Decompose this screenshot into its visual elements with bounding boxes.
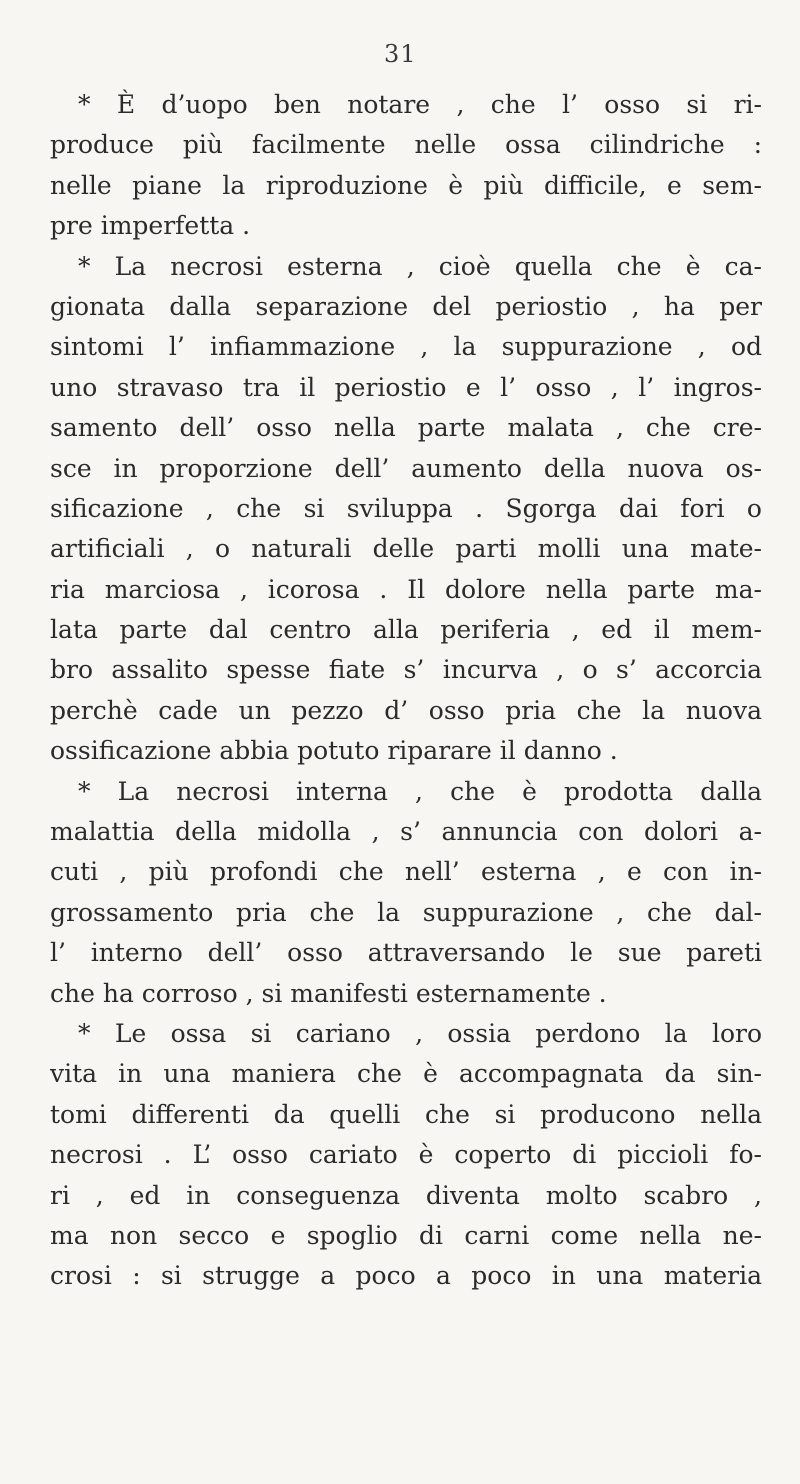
text-line: malattia della midolla , s’ annuncia con dolori a- xyxy=(50,817,762,847)
text-line: necrosi . L’ osso cariato è coperto di piccioli fo- xyxy=(50,1140,762,1170)
page-number: 31 xyxy=(384,40,417,68)
text-line: crosi : si strugge a poco a poco in una materia xyxy=(50,1261,762,1291)
text-line: sintomi l’ infiammazione , la suppurazione , od xyxy=(50,332,762,362)
text-line: l’ interno dell’ osso attraversando le sue pareti xyxy=(50,938,762,968)
text-line: * La necrosi interna , che è prodotta dalla xyxy=(78,776,762,806)
text-line: che ha corroso , si manifesti esternamente . xyxy=(50,978,607,1008)
text-line: ossificazione abbia potuto riparare il danno . xyxy=(50,736,618,766)
text-line: * La necrosi esterna , cioè quella che è ca- xyxy=(78,251,762,281)
text-line: * È d’uopo ben notare , che l’ osso si ri- xyxy=(78,90,762,119)
text-line: gionata dalla separazione del periostio , ha per xyxy=(50,291,762,321)
text-line: tomi differenti da quelli che si producono nella xyxy=(50,1099,762,1129)
text-line: ria marciosa , icorosa . Il dolore nella parte ma- xyxy=(50,574,762,604)
text-line: pre imperfetta . xyxy=(50,211,251,241)
text-line: lata parte dal centro alla periferia , ed il mem- xyxy=(50,615,762,645)
text-line: ri , ed in conseguenza diventa molto scabro , xyxy=(50,1180,762,1210)
text-line: sificazione , che si sviluppa . Sgorga dai fori o xyxy=(50,493,762,523)
text-line: perchè cade un pezzo d’ osso pria che la nuova xyxy=(50,695,762,725)
text-line: uno stravaso tra il periostio e l’ osso , l’ ingros- xyxy=(50,372,762,402)
text-line: bro assalito spesse fiate s’ incurva , o s’ accorcia xyxy=(50,655,762,685)
text-line: nelle piane la riproduzione è più difficile, e sem- xyxy=(50,170,762,200)
text-line: grossamento pria che la suppurazione , che dal- xyxy=(50,897,762,927)
text-line: ma non secco e spoglio di carni come nella ne- xyxy=(50,1220,762,1250)
text-line: * Le ossa si cariano , ossia perdono la loro xyxy=(78,1018,762,1048)
text-line: cuti , più profondi che nell’ esterna , e con in- xyxy=(50,857,762,887)
text-line: vita in una maniera che è accompagnata da sin- xyxy=(50,1059,762,1089)
body-text xyxy=(50,85,762,1297)
text-line: sce in proporzione dell’ aumento della nuova os- xyxy=(50,453,762,483)
text-line: artificiali , o naturali delle parti molli una mate- xyxy=(50,534,762,564)
text-line: samento dell’ osso nella parte malata , che cre- xyxy=(50,413,762,443)
text-line: produce più facilmente nelle ossa cilindriche : xyxy=(50,130,762,160)
